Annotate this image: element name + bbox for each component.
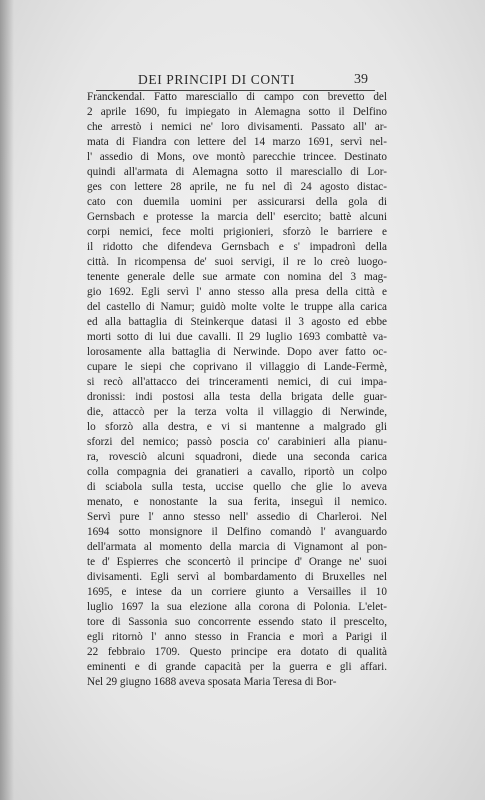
text-line: quindi all'armata di Alemagna sotto il maresciallo di Lor- (87, 166, 387, 178)
text-line: tore di Sassonia suo concorrente essendo stato il prescelto, (87, 616, 387, 628)
text-line: 1694 sotto monsignore il Delfino comandò l' avanguardo (87, 526, 387, 538)
text-line: egli ritornò l' anno stesso in Francia e morì a Parigi il (87, 631, 387, 643)
text-line: città. In ricompensa de' suoi servigi, il re lo creò luogo- (87, 256, 387, 268)
text-line: l' assedio di Mons, ove montò parecchie trincee. Destinato (87, 151, 387, 163)
text-line: 1695, e intese da un corriere giunto a Versailles il 10 (87, 586, 387, 598)
text-line: luglio 1697 la sua elezione alla corona di Polonia. L'elet- (87, 601, 387, 613)
text-line: del castello di Namur; guidò molte volte le truppe alla carica (87, 301, 387, 313)
text-line: cato con duemila uomini per assicurarsi della gola di (87, 196, 387, 208)
text-line: mata di Fiandra con lettere del 14 marzo 1691, servì nel- (87, 136, 387, 148)
text-line: il ridotto che difendeva Gernsbach e s' impadronì della (87, 241, 387, 253)
text-line: lo sforzò alla destra, e vi si mantenne a malgrado gli (87, 421, 387, 433)
text-line: che arrestò i nemici ne' loro divisamenti. Passato all' ar- (87, 121, 387, 133)
text-line: ges con lettere 28 aprile, ne fu nel dì 24 agosto distac- (87, 181, 387, 193)
text-line: si recò all'attacco dei trinceramenti nemici, di cui impa- (87, 376, 387, 388)
text-line: di sciabola sulla testa, uccise quello che glie lo aveva (87, 481, 387, 493)
running-title: DEI PRINCIPI DI CONTI (138, 72, 295, 87)
text-line: sforzi del nemico; passò poscia co' carabinieri alla pianu- (87, 436, 387, 448)
text-line: menato, e nonostante la sua ferita, inseguì il nemico. (87, 496, 387, 508)
text-line: 22 febbraio 1709. Questo principe era dotato di qualità (87, 646, 387, 658)
text-line: te d' Espierres che sconcertò il principe d' Orange ne' suoi (87, 556, 387, 568)
text-line: morti sotto di lui due cavalli. Il 29 luglio 1693 combattè va- (87, 331, 387, 343)
text-line: dell'armata al momento della marcia di Vignamont al pon- (87, 541, 387, 553)
text-line: Gernsbach e protesse la marcia dell' esercito; battè alcuni (87, 211, 387, 223)
page-edge-shadow (0, 0, 14, 800)
text-line: Franckendal. Fatto maresciallo di campo con brevetto del (87, 91, 387, 103)
text-line: cupare le siepi che coprivano il villaggio di Lande-Fermè, (87, 361, 387, 373)
body-text (87, 90, 387, 690)
text-line: 2 aprile 1690, fu impiegato in Alemagna sotto il Delfino (87, 106, 387, 118)
text-line: colla compagnia dei granatieri a cavallo, riportò un colpo (87, 466, 387, 478)
text-line: corpi nemici, fece molti prigionieri, sforzò le barriere e (87, 226, 387, 238)
text-line: gio 1692. Egli servì l' anno stesso alla presa della città e (87, 286, 387, 298)
text-line: die, attaccò per la terza volta il villaggio di Nerwinde, (87, 406, 387, 418)
text-line: dronissi: indi postosi alla testa della brigata delle guar- (87, 391, 387, 403)
text-line: divisamenti. Egli servì al bombardamento di Bruxelles nel (87, 571, 387, 583)
text-line: ed alla battaglia di Steinkerque datasi il 3 agosto ed ebbe (87, 316, 387, 328)
text-line: Servì pure l' anno stesso nell' assedio di Charleroi. Nel (87, 511, 387, 523)
text-line: eminenti e di grande capacità per la guerra e gli affari. (87, 661, 387, 673)
page-number: 39 (354, 72, 368, 87)
text-line: Nel 29 giugno 1688 aveva sposata Maria Teresa di Bor- (87, 676, 337, 688)
text-line: ra, rovesciò alcuni squadroni, diede una seconda carica (87, 451, 387, 463)
text-line: lorosamente alla battaglia di Nerwinde. Dopo aver fatto oc- (87, 346, 387, 358)
text-line: tenente generale delle sue armate con nomina del 3 mag- (87, 271, 387, 283)
